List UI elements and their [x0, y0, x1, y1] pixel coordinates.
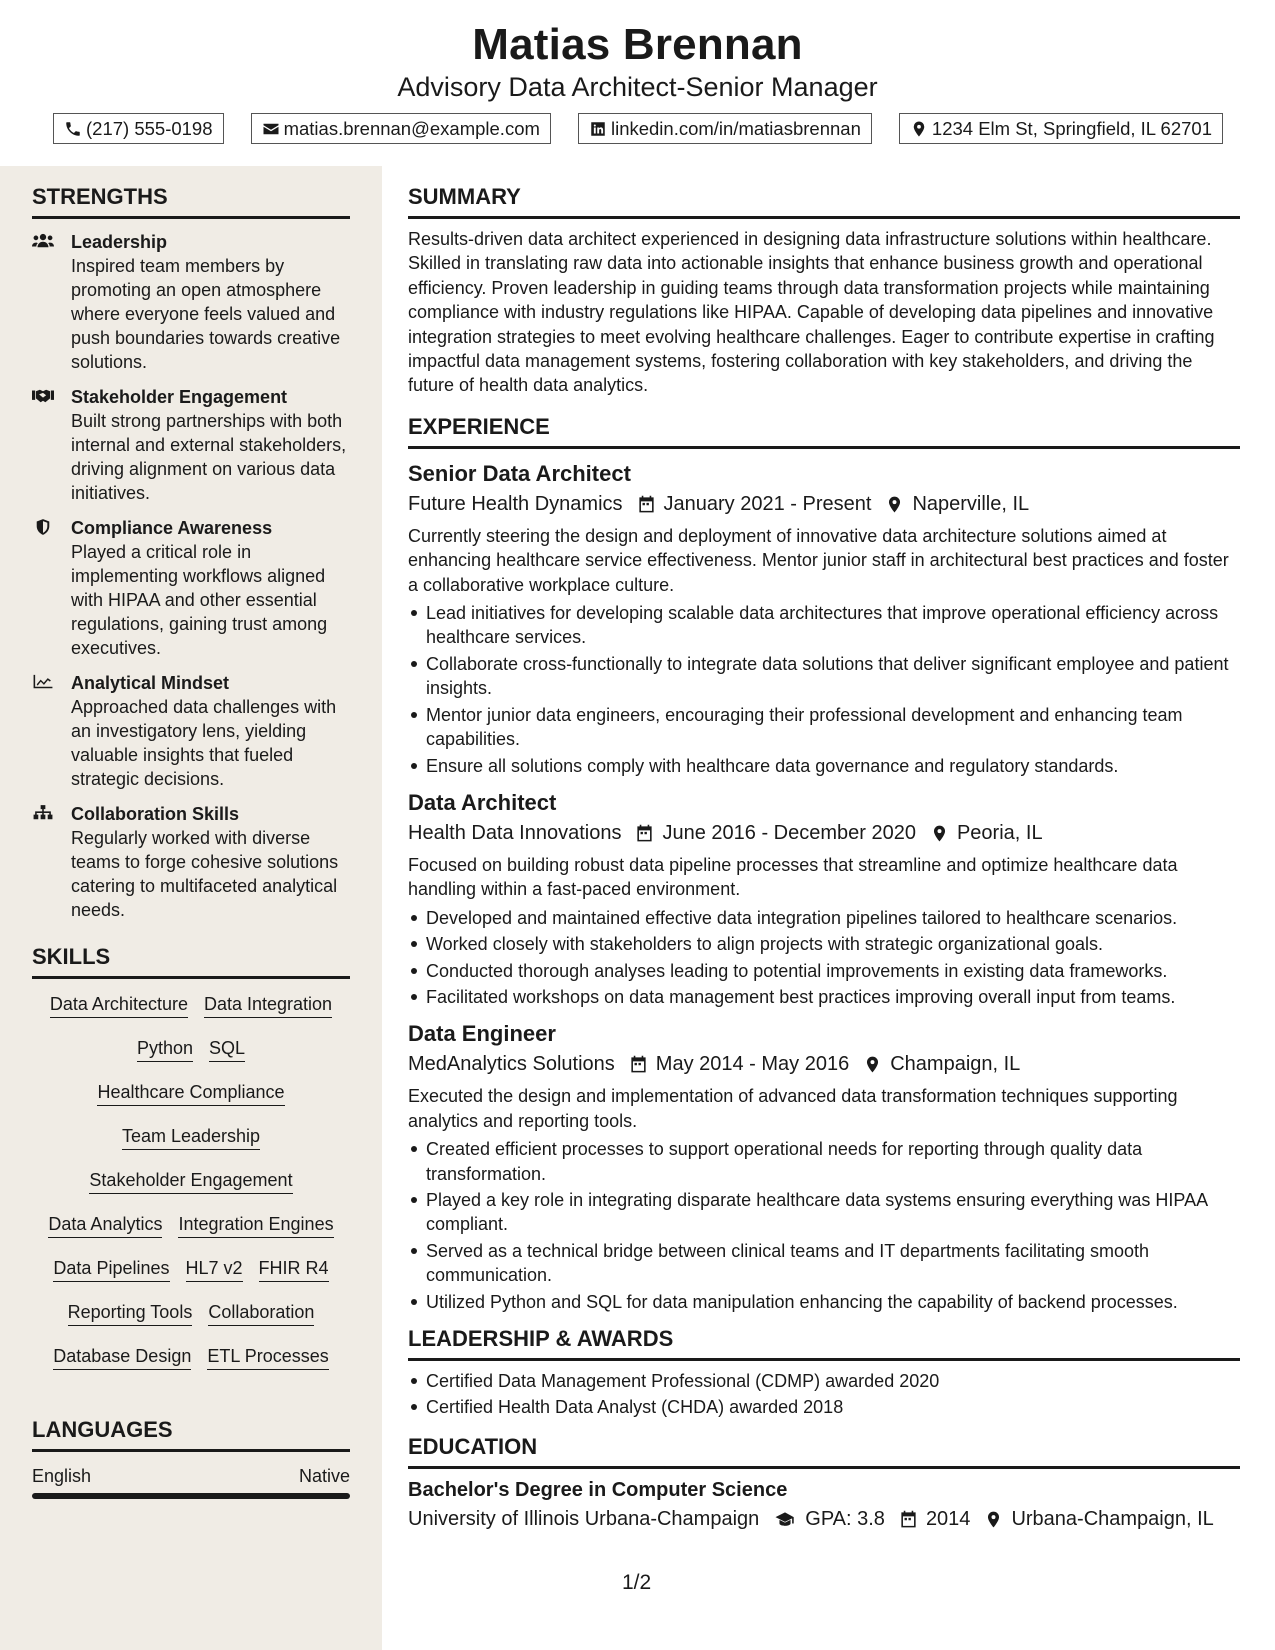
strength-item [32, 230, 350, 374]
map-pin-icon [863, 1055, 882, 1074]
language-row [32, 1466, 350, 1493]
calendar-icon [635, 824, 654, 843]
map-pin-icon [930, 824, 949, 843]
strength-title: Compliance Awareness [71, 518, 273, 538]
language-name: English [32, 1466, 92, 1486]
job-company: Future Health Dynamics [408, 492, 623, 515]
skill-tag: Stakeholder Engagement [89, 1169, 292, 1194]
job-title: Data Engineer [408, 1021, 556, 1047]
education-year: 2014 [925, 1507, 971, 1530]
education-degree: Bachelor's Degree in Computer Science [408, 1478, 788, 1501]
handshake-icon [32, 387, 54, 405]
job-company: MedAnalytics Solutions [408, 1053, 615, 1076]
strength-desc: Played a critical role in implementing workflows aligned with HIPAA and other essential regulations, gaining trust among executives. [71, 542, 328, 658]
skill-tag: SQL [209, 1037, 245, 1062]
skills-heading: SKILLS [32, 944, 350, 979]
job-meta [408, 822, 1240, 845]
language-level: Native [298, 1466, 350, 1486]
strength-desc: Approached data challenges with an investigatory lens, yielding valuable insights that fueled strategic decisions. [71, 697, 337, 789]
skill-tag: Data Pipelines [53, 1257, 169, 1282]
address-text: 1234 Elm St, Springfield, IL 62701 [931, 117, 1212, 139]
skill-tag: Healthcare Compliance [97, 1081, 284, 1106]
summary-text: Results-driven data architect experienced in designing data infrastructure solutions within healthcare. Skilled in translating raw data into actionable insights that enhance business growth and operational efficiency. Proven leadership in guiding teams through data transformation projects while maintaining compliance with industry regulations like HIPAA. Capable of developing data pipelines and innovative integration strategies to meet evolving healthcare challenges. Eager to contribute expertise in crafting impactful data management systems, fostering collaboration with key stakeholders, and driving the future of health data analytics. [408, 229, 1215, 396]
email-text: matias.brennan@example.com [283, 117, 540, 139]
strengths-heading: STRENGTHS [32, 184, 350, 219]
job-description: Focused on building robust data pipeline processes that streamline and optimize healthcare data handling within a fast-paced environment. [408, 854, 1178, 900]
envelope-icon [262, 120, 280, 138]
job-bullets [408, 906, 1240, 1010]
list-item: Certified Health Data Analyst (CHDA) awarded 2018 [408, 1395, 1240, 1419]
skill-tag: FHIR R4 [259, 1257, 329, 1282]
main-content [408, 166, 1240, 1531]
skill-tag: Reporting Tools [68, 1301, 193, 1326]
job-description: Currently steering the design and deployment of innovative data architecture solutions aimed at enhancing healthcare service effectiveness. Mentor junior staff in architectural best practices and foster a collaborative workplace culture. [408, 525, 1229, 595]
list-item: Worked closely with stakeholders to align projects with strategic organizational goals. [408, 932, 1240, 956]
list-item: Utilized Python and SQL for data manipulation enhancing the capability of backend processes. [408, 1290, 1240, 1314]
contact-address[interactable] [899, 113, 1223, 144]
list-item: Ensure all solutions comply with healthcare data governance and regulatory standards. [408, 754, 1240, 778]
contact-bar [53, 113, 1223, 145]
strength-item [32, 385, 350, 505]
job-description: Executed the design and implementation of advanced data transformation techniques supporting analytics and reporting tools. [408, 1086, 1178, 1131]
contact-linkedin[interactable] [578, 113, 872, 144]
phone-text: (217) 555-0198 [86, 117, 213, 139]
list-item: Developed and maintained effective data integration pipelines tailored to healthcare scenarios. [408, 906, 1240, 930]
job-entry [408, 1021, 1240, 1314]
skill-tag: Data Analytics [48, 1213, 162, 1238]
candidate-name: Matias Brennan [472, 20, 803, 69]
strength-title: Analytical Mindset [71, 673, 230, 693]
education-gpa: GPA: 3.8 [805, 1507, 885, 1530]
list-item: Mentor junior data engineers, encouraging their professional development and enhancing team capabilities. [408, 703, 1240, 752]
list-item: Lead initiatives for developing scalable data architectures that improve operational efficiency across healthcare services. [408, 601, 1240, 650]
strength-desc: Regularly worked with diverse teams to forge cohesive solutions catering to multifaceted analytical needs. [71, 828, 339, 920]
strength-title: Collaboration Skills [71, 804, 240, 824]
job-location: Peoria, IL [956, 821, 1043, 844]
list-item: Conducted thorough analyses leading to potential improvements in existing data frameworks. [408, 959, 1240, 983]
job-meta [408, 493, 1240, 516]
map-pin-icon [910, 120, 928, 138]
job-dates: June 2016 - December 2020 [662, 821, 916, 844]
skill-tag: Data Integration [204, 993, 332, 1018]
summary-heading: SUMMARY [408, 184, 1240, 219]
skill-tag: Collaboration [208, 1301, 314, 1326]
job-dates: January 2021 - Present [663, 492, 872, 515]
candidate-title: Advisory Data Architect-Senior Manager [397, 72, 878, 102]
job-entry [408, 790, 1240, 1009]
map-pin-icon [984, 1510, 1003, 1529]
users-icon [32, 232, 54, 250]
skill-tag: HL7 v2 [186, 1257, 243, 1282]
education-school: University of Illinois Urbana-Champaign [408, 1507, 760, 1530]
list-item: Facilitated workshops on data management best practices improving overall input from teams. [408, 985, 1240, 1009]
strength-desc: Built strong partnerships with both internal and external stakeholders, driving alignment on various data initiatives. [71, 411, 347, 503]
linkedin-icon [589, 120, 607, 138]
strength-desc: Inspired team members by promoting an open atmosphere where everyone feels valued and push boundaries towards creative solutions. [71, 256, 341, 372]
education-meta [408, 1508, 1240, 1531]
job-bullets [408, 1137, 1240, 1314]
list-item: Created efficient processes to support operational needs for reporting through quality data transformation. [408, 1137, 1240, 1186]
skills-list [32, 993, 350, 1389]
list-item: Certified Data Management Professional (CDMP) awarded 2020 [408, 1369, 1240, 1393]
calendar-icon [637, 495, 656, 514]
awards-heading: LEADERSHIP & AWARDS [408, 1326, 1240, 1361]
list-item: Served as a technical bridge between clinical teams and IT departments facilitating smooth communication. [408, 1239, 1240, 1288]
graduation-cap-icon [773, 1510, 797, 1529]
skill-tag: Python [137, 1037, 193, 1062]
skill-tag: Integration Engines [178, 1213, 333, 1238]
languages-heading: LANGUAGES [32, 1417, 350, 1452]
job-location: Naperville, IL [912, 492, 1030, 515]
job-company: Health Data Innovations [408, 821, 622, 844]
resume-header [0, 0, 1275, 166]
awards-list [408, 1369, 1240, 1420]
skill-tag: ETL Processes [207, 1345, 328, 1370]
list-item: Collaborate cross-functionally to integrate data solutions that deliver significant employee and patient insights. [408, 652, 1240, 701]
job-title: Data Architect [408, 789, 557, 815]
map-pin-icon [885, 495, 904, 514]
sidebar [0, 166, 382, 1650]
phone-icon [64, 120, 82, 138]
strength-item [32, 671, 350, 791]
job-title: Senior Data Architect [408, 460, 631, 486]
sitemap-icon [32, 804, 54, 822]
list-item: Played a key role in integrating disparate healthcare data systems ensuring everything was HIPAA compliant. [408, 1188, 1240, 1237]
language-proficiency-bar [32, 1493, 350, 1499]
job-location: Champaign, IL [890, 1053, 1021, 1076]
strength-title: Leadership [71, 232, 168, 252]
skill-tag: Data Architecture [50, 993, 188, 1018]
contact-phone[interactable] [53, 113, 224, 144]
calendar-icon [629, 1055, 648, 1074]
skill-tag: Database Design [53, 1345, 191, 1370]
calendar-icon [899, 1510, 918, 1529]
shield-icon [32, 518, 54, 536]
page-number: 1/2 [622, 1571, 652, 1594]
job-bullets [408, 601, 1240, 778]
skill-tag: Team Leadership [122, 1125, 260, 1150]
job-entry [408, 461, 1240, 778]
strength-title: Stakeholder Engagement [71, 387, 288, 407]
experience-heading: EXPERIENCE [408, 414, 1240, 449]
linkedin-text: linkedin.com/in/matiasbrennan [610, 117, 861, 139]
education-heading: EDUCATION [408, 1434, 1240, 1469]
chart-line-icon [32, 673, 54, 691]
strength-item [32, 516, 350, 660]
contact-email[interactable] [251, 113, 551, 144]
strength-item [32, 802, 350, 922]
job-meta [408, 1053, 1240, 1076]
education-location: Urbana-Champaign, IL [1011, 1507, 1214, 1530]
job-dates: May 2014 - May 2016 [655, 1053, 850, 1076]
